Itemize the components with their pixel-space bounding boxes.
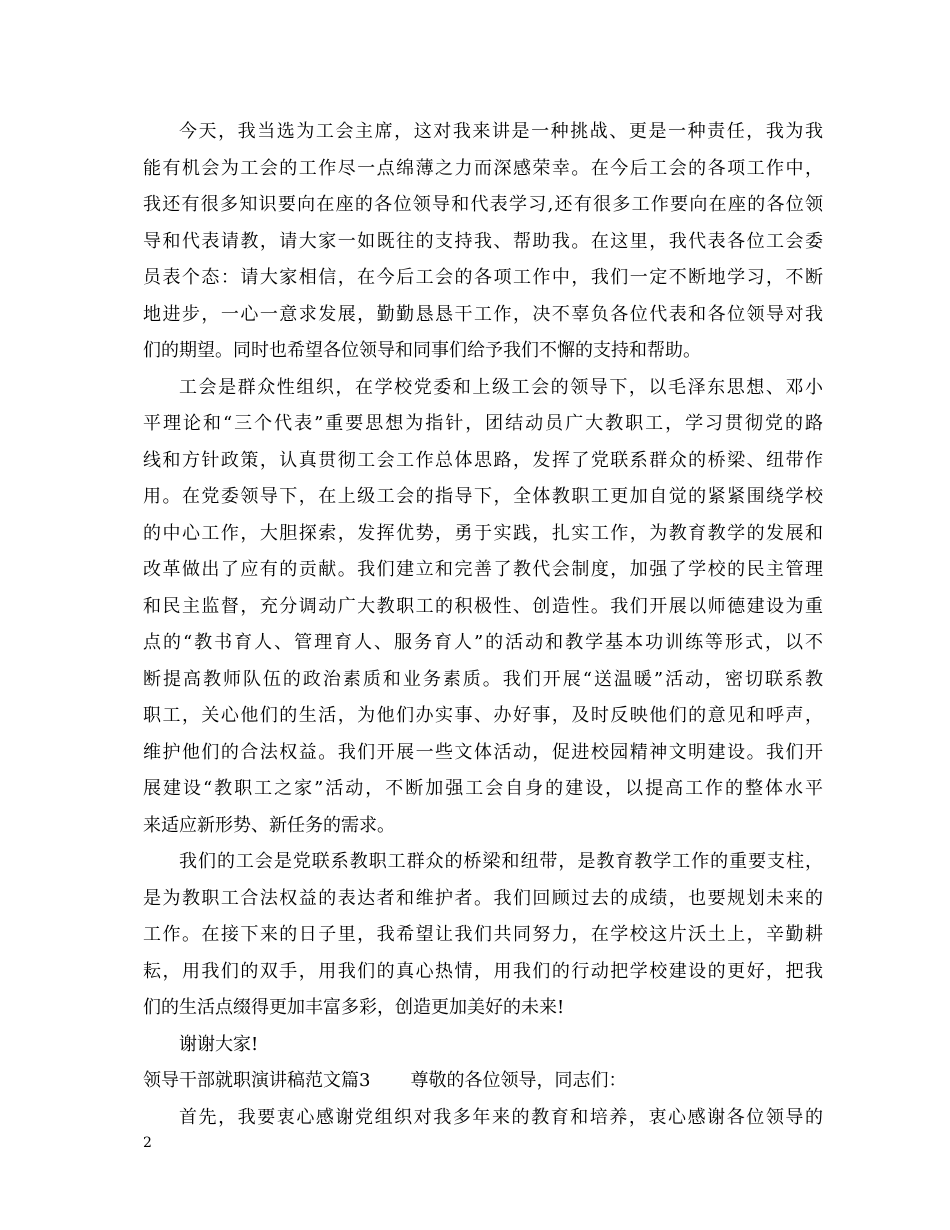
paragraph-future — [143, 844, 823, 1027]
salutation: 尊敬的各位领导，同志们： — [410, 1070, 627, 1091]
paragraph-line: 我还有很多知识要向在座的各位领导和代表学习,还有很多工作要向在座的各位领 — [143, 194, 823, 215]
paragraph-line: 是为教职工合法权益的表达者和维护者。我们回顾过去的成绩，也要规划未来的 — [143, 887, 823, 909]
paragraph-line: 员表个态：请大家相信，在今后工会的各项工作中，我们一定不断地学习，不断 — [143, 267, 823, 288]
paragraph-acceptance — [143, 114, 823, 370]
paragraph-line: 点的“教书育人、管理育人、服务育人”的活动和教学基本功训练等形式，以不 — [143, 632, 823, 653]
paragraph-line: 用。在党委领导下，在上级工会的指导下，全体教职工更加自觉的紧紧围绕学校 — [143, 486, 823, 507]
paragraph-line: 线和方针政策，认真贯彻工会工作总体思路，发挥了党联系群众的桥梁、纽带作 — [143, 449, 823, 471]
paragraph-line: 耘，用我们的双手，用我们的真心热情，用我们的行动把学校建设的更好，把我 — [143, 960, 823, 982]
paragraph-union-work — [143, 370, 823, 845]
section-title: 领导干部就职演讲稿范文篇3 — [143, 1070, 371, 1091]
paragraph-line: 今天，我当选为工会主席，这对我来讲是一种挑战、更是一种责任，我为我 — [179, 121, 823, 142]
paragraph-line: 展建设“教职工之家”活动，不断加强工会自身的建设，以提高工作的整体水平 — [143, 778, 823, 799]
paragraph-line: 我们的工会是党联系教职工群众的桥梁和纽带，是教育教学工作的重要支柱， — [179, 851, 823, 872]
paragraph-line: 们的期望。同时也希望各位领导和同事们给予我们不懈的支持和帮助。 — [143, 340, 701, 361]
paragraph-line: 地进步，一心一意求发展，勤勤恳恳干工作，决不辜负各位代表和各位领导对我 — [143, 303, 823, 325]
paragraph-line: 职工，关心他们的生活，为他们办实事、办好事，及时反映他们的意见和呼声， — [143, 705, 823, 726]
paragraph-line: 平理论和“三个代表”重要思想为指针，团结动员广大教职工，学习贯彻党的路 — [143, 413, 823, 434]
paragraph-line: 谢谢大家! — [179, 1033, 259, 1055]
paragraph-line: 能有机会为工会的工作尽一点绵薄之力而深感荣幸。在今后工会的各项工作中， — [143, 157, 823, 179]
paragraph-line: 首先，我要衷心感谢党组织对我多年来的教育和培养，衷心感谢各位领导的 — [179, 1106, 823, 1128]
paragraph-line: 维护他们的合法权益。我们开展一些文体活动，促进校园精神文明建设。我们开 — [143, 741, 823, 763]
paragraph-line: 和民主监督，充分调动广大教职工的积极性、创造性。我们开展以师德建设为重 — [143, 595, 823, 617]
paragraph-line: 导和代表请教，请大家一如既往的支持我、帮助我。在这里，我代表各位工会委 — [143, 230, 823, 252]
page-number: 2 — [143, 1135, 152, 1151]
document-body — [143, 114, 823, 1136]
paragraph-line: 断提高教师队伍的政治素质和业务素质。我们开展“送温暖”活动，密切联系教 — [143, 668, 823, 690]
paragraph-thanks — [143, 1027, 823, 1064]
paragraph-line: 工会是群众性组织，在学校党委和上级工会的领导下，以毛泽东思想、邓小 — [179, 376, 823, 398]
paragraph-line: 们的生活点缀得更加丰富多彩，创造更加美好的未来! — [143, 997, 565, 1018]
paragraph-line: 的中心工作，大胆探索，发挥优势，勇于实践，扎实工作，为教育教学的发展和 — [143, 522, 823, 544]
paragraph-line: 来适应新形势、新任务的需求。 — [143, 814, 395, 836]
section-heading — [143, 1063, 823, 1100]
paragraph-opening — [143, 1100, 823, 1137]
paragraph-line: 改革做出了应有的贡献。我们建立和完善了教代会制度，加强了学校的民主管理 — [143, 559, 823, 580]
paragraph-line: 工作。在接下来的日子里，我希望让我们共同努力，在学校这片沃土上，辛勤耕 — [143, 924, 823, 945]
